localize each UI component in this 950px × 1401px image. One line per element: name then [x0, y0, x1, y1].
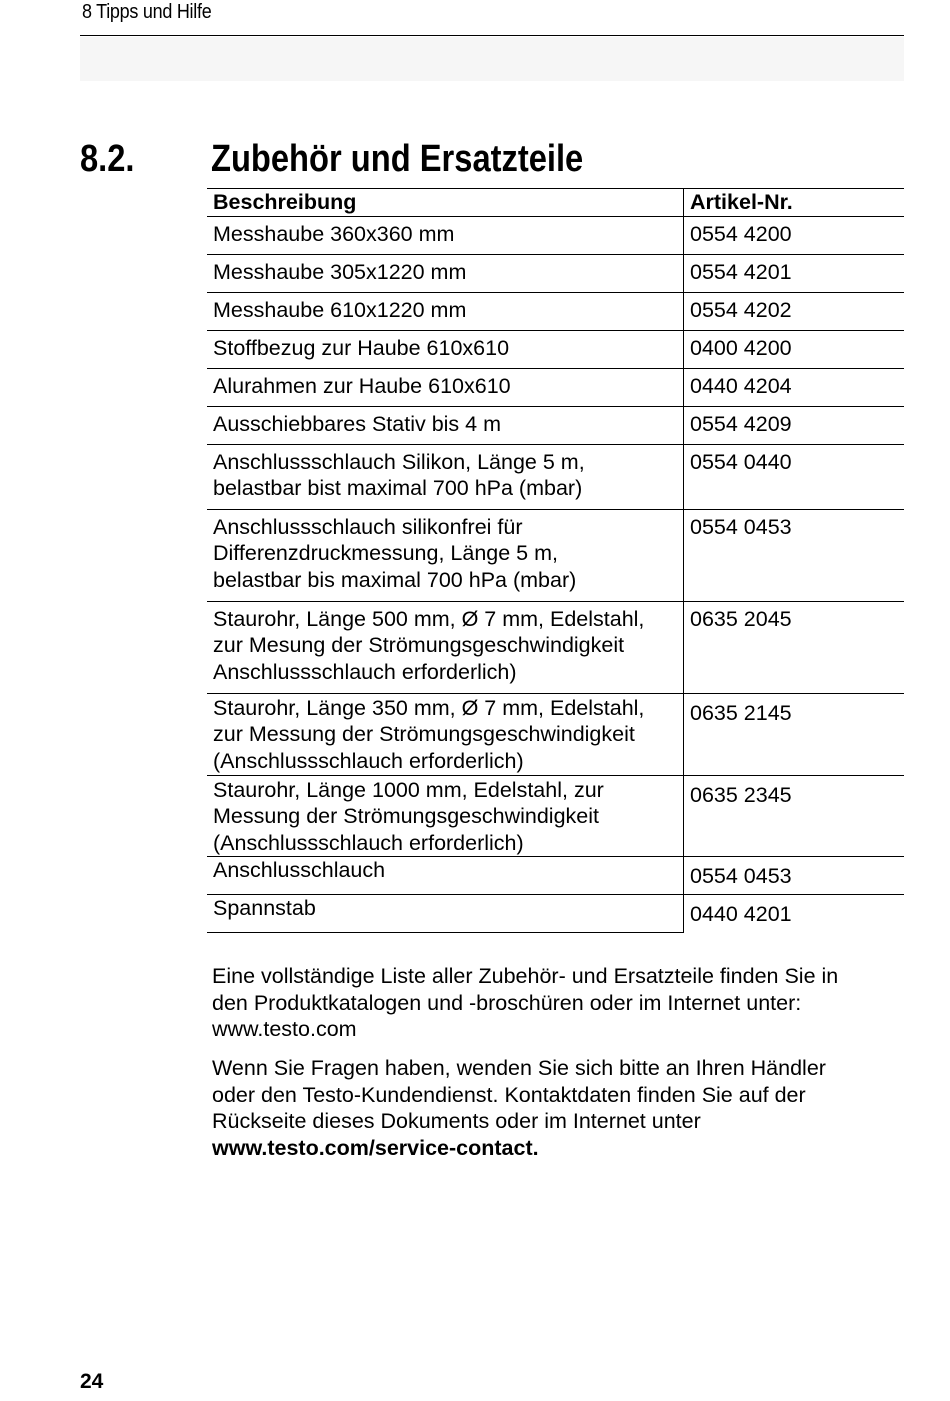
cell-article-number: 0554 4200 — [684, 216, 905, 254]
cell-article-number: 0554 0453 — [684, 857, 905, 895]
table-row — [207, 693, 904, 775]
table-row — [207, 895, 904, 933]
table-row — [207, 857, 904, 895]
note-accessories-list: Eine vollständige Liste aller Zubehör- und Ersatzteile finden Sie in den Produktkatalogen und -broschüren oder im Internet unter: www.testo.com — [212, 963, 904, 1043]
table-row — [207, 216, 904, 254]
cell-article-number: 0400 4200 — [684, 330, 905, 368]
website-link[interactable]: www.testo.com — [212, 1017, 357, 1041]
running-header: 8 Tipps und Hilfe — [82, 1, 212, 23]
cell-description: Staurohr, Länge 350 mm, Ø 7 mm, Edelstahl, zur Messung der Strömungsgeschwindigkeit (Anschlussschlauch erforderlich) — [207, 693, 684, 775]
header-divider — [80, 35, 904, 36]
parts-table — [207, 188, 904, 933]
service-contact-link[interactable]: www.testo.com/service-contact. — [212, 1135, 539, 1160]
cell-description: Staurohr, Länge 1000 mm, Edelstahl, zur Messung der Strömungsgeschwindigkeit (Anschlussschlauch erforderlich) — [207, 775, 684, 857]
cell-description: Spannstab — [207, 895, 684, 933]
column-header-article-number: Artikel-Nr. — [684, 189, 905, 217]
table-header-row — [207, 189, 904, 217]
cell-description: Staurohr, Länge 500 mm, Ø 7 mm, Edelstahl, zur Mesung der Strömungsgeschwindigkeit Anschlussschlauch erforderlich) — [207, 601, 684, 693]
cell-article-number: 0635 2345 — [684, 775, 905, 857]
section-number: 8.2. — [80, 138, 135, 180]
cell-article-number: 0554 4202 — [684, 292, 905, 330]
cell-description: Alurahmen zur Haube 610x610 — [207, 368, 684, 406]
column-header-description: Beschreibung — [207, 189, 684, 217]
cell-article-number: 0635 2045 — [684, 601, 905, 693]
table-row — [207, 254, 904, 292]
table-row — [207, 601, 904, 693]
table-row — [207, 509, 904, 601]
table-row — [207, 406, 904, 444]
cell-description: Stoffbezug zur Haube 610x610 — [207, 330, 684, 368]
cell-description: Messhaube 360x360 mm — [207, 216, 684, 254]
cell-article-number: 0635 2145 — [684, 693, 905, 775]
cell-article-number: 0554 0453 — [684, 509, 905, 601]
cell-description: Anschlussschlauch Silikon, Länge 5 m, belastbar bist maximal 700 hPa (mbar) — [207, 444, 684, 509]
cell-description: Ausschiebbares Stativ bis 4 m — [207, 406, 684, 444]
section-title: Zubehör und Ersatzteile — [211, 138, 584, 180]
cell-article-number: 0440 4204 — [684, 368, 905, 406]
note-contact: Wenn Sie Fragen haben, wenden Sie sich bitte an Ihren Händler oder den Testo-Kundendienst. Kontaktdaten finden Sie auf der Rückseite dieses Dokuments oder im Internet unter www.testo.com/service-contact. — [212, 1055, 904, 1161]
cell-description: Messhaube 610x1220 mm — [207, 292, 684, 330]
table-row — [207, 444, 904, 509]
cell-article-number: 0554 4201 — [684, 254, 905, 292]
page-number: 24 — [80, 1370, 104, 1393]
cell-article-number: 0554 0440 — [684, 444, 905, 509]
table-row — [207, 330, 904, 368]
table-row — [207, 368, 904, 406]
table-row — [207, 775, 904, 857]
cell-article-number: 0440 4201 — [684, 895, 905, 933]
cell-description: Anschlusschlauch — [207, 857, 684, 895]
header-band — [80, 37, 904, 81]
cell-article-number: 0554 4209 — [684, 406, 905, 444]
table-row — [207, 292, 904, 330]
cell-description: Anschlussschlauch silikonfrei für Differenzdruckmessung, Länge 5 m, belastbar bis maximal 700 hPa (mbar) — [207, 509, 684, 601]
cell-description: Messhaube 305x1220 mm — [207, 254, 684, 292]
